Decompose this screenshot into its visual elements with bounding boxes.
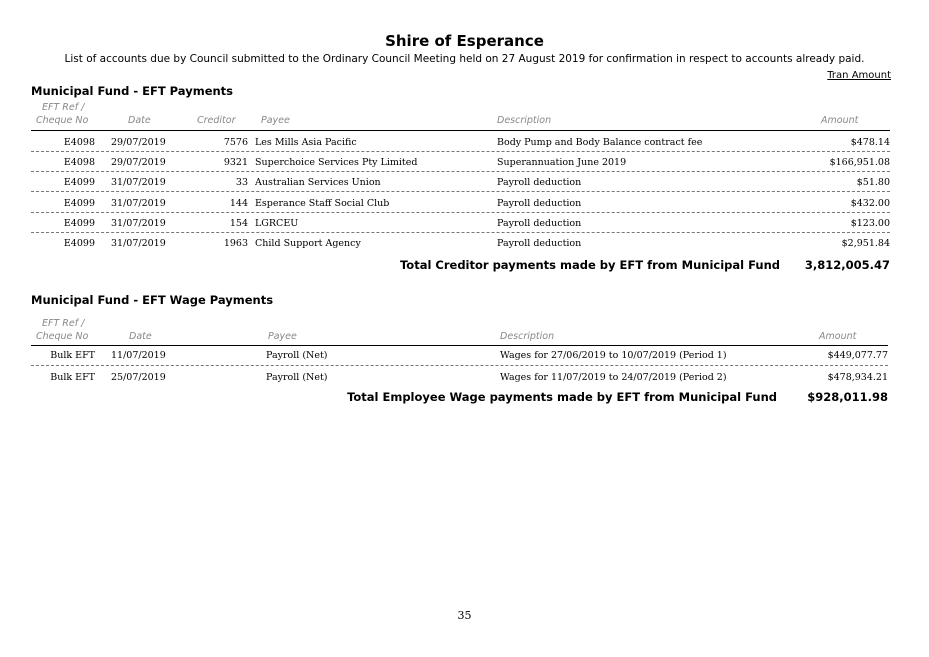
eft-payee-cell: Les Mills Asia Pacific [255, 137, 357, 148]
eft-total-label: Total Creditor payments made by EFT from Municipal Fund [399, 258, 780, 272]
eft-payee-cell: LGRCEU [255, 218, 299, 229]
wages-date-cell: 25/07/2019 [111, 372, 166, 383]
eft-date-cell: 31/07/2019 [111, 218, 166, 229]
eft-section-title: Municipal Fund - EFT Payments [31, 84, 234, 98]
wages-header-rule [31, 345, 888, 346]
eft-header-rule [31, 130, 890, 131]
wages-description-cell: Wages for 27/06/2019 to 10/07/2019 (Period 1) [500, 350, 727, 361]
eft-amount-cell: $432.00 [850, 198, 890, 209]
eft-col-amount: Amount [821, 115, 859, 126]
wages-date-cell: 11/07/2019 [111, 350, 166, 361]
eft-description-cell: Superannuation June 2019 [497, 157, 627, 168]
wages-col-date: Date [129, 331, 152, 342]
eft-ref-cell: E4098 [63, 137, 95, 148]
eft-ref-cell: E4099 [63, 198, 95, 209]
eft-creditor-cell: 144 [229, 198, 248, 209]
wages-col-description: Description [500, 331, 555, 342]
eft-description-cell: Payroll deduction [497, 198, 582, 209]
wages-ref-cell: Bulk EFT [50, 350, 95, 361]
eft-description-cell: Payroll deduction [497, 218, 582, 229]
eft-creditor-cell: 7576 [223, 137, 248, 148]
wages-row-divider [31, 365, 888, 366]
eft-date-cell: 29/07/2019 [111, 137, 166, 148]
eft-ref-cell: E4099 [63, 238, 95, 249]
tran-amount-label: Tran Amount [827, 70, 891, 81]
eft-creditor-cell: 154 [229, 218, 248, 229]
eft-description-cell: Body Pump and Body Balance contract fee [497, 137, 703, 148]
wages-ref-cell: Bulk EFT [50, 372, 95, 383]
eft-amount-cell: $123.00 [850, 218, 890, 229]
eft-col-creditor: Creditor [197, 115, 236, 126]
wages-description-cell: Wages for 11/07/2019 to 24/07/2019 (Period 2) [500, 372, 727, 383]
eft-creditor-cell: 1963 [223, 238, 248, 249]
eft-ref-cell: E4099 [63, 177, 95, 188]
eft-payee-cell: Esperance Staff Social Club [255, 198, 390, 209]
wages-col-ref-line1: EFT Ref / [42, 318, 85, 329]
eft-date-cell: 31/07/2019 [111, 177, 166, 188]
eft-col-ref-line1: EFT Ref / [42, 102, 85, 113]
eft-row-divider [31, 212, 890, 213]
eft-col-ref-line2: Cheque No [36, 115, 89, 126]
eft-row-divider [31, 151, 890, 152]
eft-col-payee: Payee [261, 115, 290, 126]
eft-payee-cell: Australian Services Union [255, 177, 381, 188]
eft-amount-cell: $166,951.08 [829, 157, 890, 168]
eft-row-divider [31, 232, 890, 233]
wages-total-value: $928,011.98 [807, 390, 888, 404]
wages-col-amount: Amount [819, 331, 857, 342]
page-subtitle: List of accounts due by Council submitted to the Ordinary Council Meeting held on 27 August 2019 for confirmation in respect to accounts already paid. [64, 53, 865, 65]
wages-amount-cell: $478,934.21 [827, 372, 888, 383]
eft-ref-cell: E4098 [63, 157, 95, 168]
wages-col-payee: Payee [268, 331, 297, 342]
eft-description-cell: Payroll deduction [497, 238, 582, 249]
wages-payee-cell: Payroll (Net) [266, 350, 328, 361]
eft-col-description: Description [497, 115, 552, 126]
eft-total-value: 3,812,005.47 [804, 258, 890, 272]
eft-row-divider [31, 171, 890, 172]
eft-date-cell: 31/07/2019 [111, 238, 166, 249]
eft-creditor-cell: 9321 [223, 157, 248, 168]
eft-col-date: Date [128, 115, 151, 126]
eft-ref-cell: E4099 [63, 218, 95, 229]
eft-date-cell: 29/07/2019 [111, 157, 166, 168]
wages-total-label: Total Employee Wage payments made by EFT from Municipal Fund [347, 390, 777, 404]
wages-section-title: Municipal Fund - EFT Wage Payments [31, 293, 274, 307]
eft-amount-cell: $2,951.84 [841, 238, 890, 249]
eft-payee-cell: Superchoice Services Pty Limited [255, 157, 418, 168]
eft-description-cell: Payroll deduction [497, 177, 582, 188]
eft-row-divider [31, 191, 890, 192]
eft-creditor-cell: 33 [235, 177, 248, 188]
wages-amount-cell: $449,077.77 [827, 350, 888, 361]
page-title: Shire of Esperance [385, 32, 544, 50]
eft-amount-cell: $51.80 [856, 177, 890, 188]
wages-payee-cell: Payroll (Net) [266, 372, 328, 383]
eft-date-cell: 31/07/2019 [111, 198, 166, 209]
page-number: 35 [457, 609, 472, 622]
eft-amount-cell: $478.14 [850, 137, 890, 148]
eft-payee-cell: Child Support Agency [255, 238, 361, 249]
wages-col-ref-line2: Cheque No [36, 331, 89, 342]
